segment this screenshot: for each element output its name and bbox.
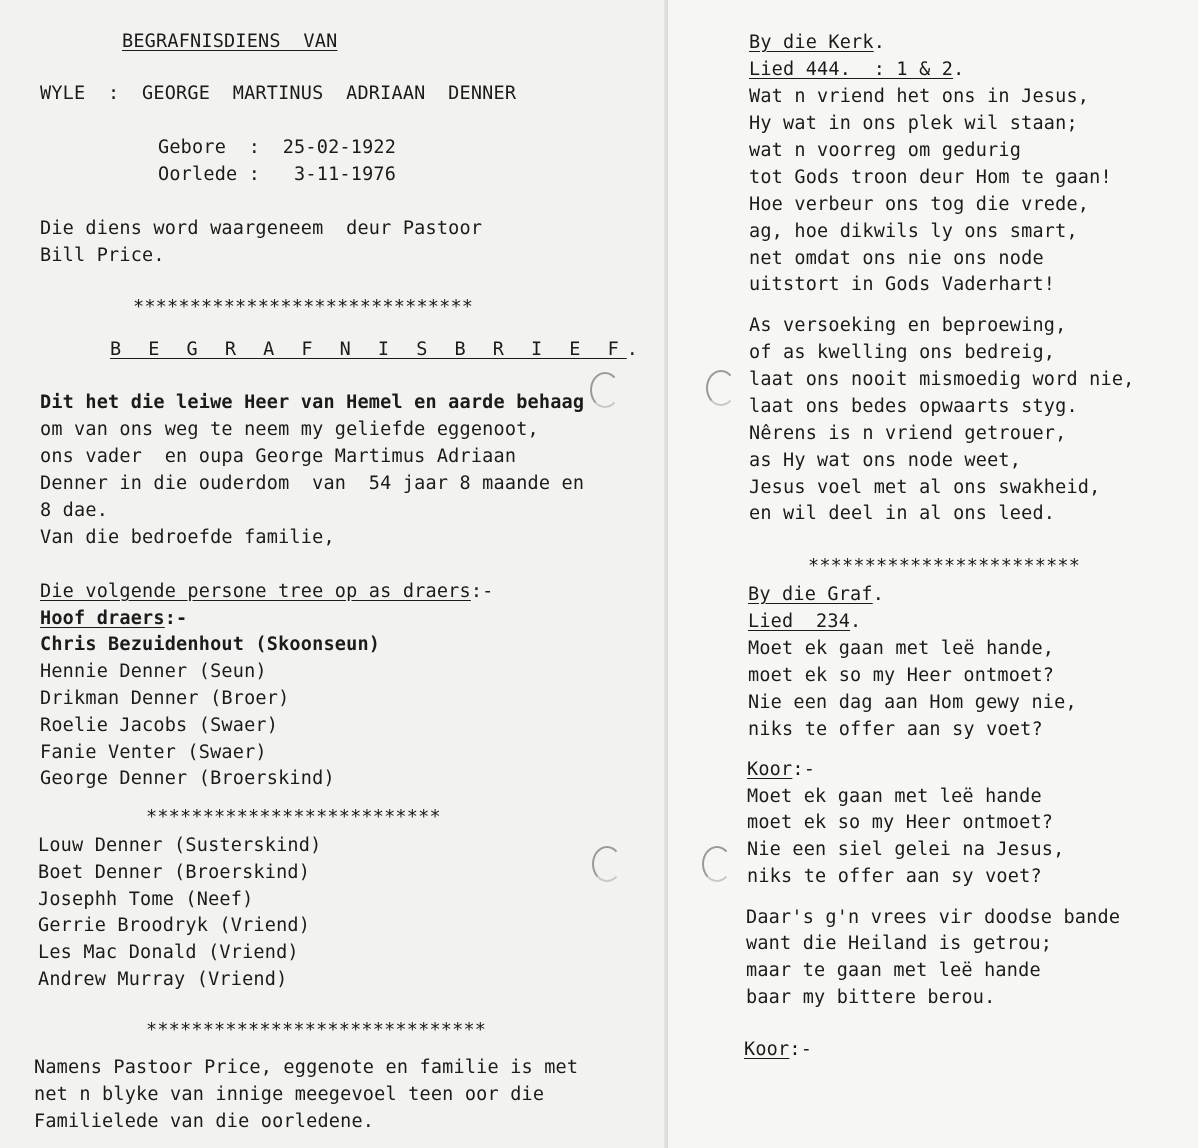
star-divider-3: ******************************	[146, 1020, 487, 1041]
verse-2-line-3: laat ons nooit mismoedig word nie,	[749, 369, 1135, 390]
verse-3-line-1: Moet ek gaan met leë hande,	[748, 638, 1055, 659]
verse-2-line-2: of as kwelling ons bedreig,	[749, 342, 1056, 363]
punch-hole-right-bottom	[702, 846, 732, 882]
thanks-line-1: Namens Pastoor Price, eggenote en familie is met	[34, 1057, 579, 1078]
church-heading-text: By die Kerk	[749, 32, 874, 53]
verse-4-line-1: Daar's g'n vrees vir doodse bande	[746, 907, 1121, 928]
church-heading	[749, 29, 885, 56]
bearer-3: Josephh Tome (Neef)	[38, 889, 254, 910]
chorus-line-3: Nie een siel gelei na Jesus,	[747, 839, 1065, 860]
hymn-1	[749, 56, 964, 83]
bearer-6: Andrew Murray (Vriend)	[38, 969, 288, 990]
service-title: BEGRAFNISDIENS VAN	[122, 31, 338, 52]
head-bearers-heading	[40, 605, 187, 632]
officiant-line-1: Die diens word waargeneem deur Pastoor	[40, 218, 483, 239]
chorus-line-4: niks te offer aan sy voet?	[747, 866, 1042, 887]
death-date: Oorlede : 3-11-1976	[158, 164, 397, 185]
verse-4-line-3: maar te gaan met leë hande	[746, 960, 1041, 981]
hymn-2	[748, 608, 861, 635]
letter-line-4: Denner in die ouderdom van 54 jaar 8 maande en	[40, 473, 585, 494]
verse-1-line-6: ag, hoe dikwils ly ons smart,	[749, 221, 1078, 242]
verse-1-line-5: Hoe verbeur ons tog die vrede,	[749, 194, 1090, 215]
verse-2-line-8: en wil deel in al ons leed.	[749, 503, 1056, 524]
punch-hole-left-top	[590, 372, 620, 408]
verse-1-line-3: wat n voorreg om gedurig	[749, 140, 1022, 161]
chorus-label: Koor	[747, 759, 793, 780]
hymn-2-text: Lied 234	[748, 611, 851, 632]
chorus-label-end: :-	[792, 759, 816, 780]
verse-3-line-3: Nie een dag aan Hom gewy nie,	[748, 692, 1077, 713]
verse-4-line-4: baar my bittere berou.	[746, 987, 996, 1008]
bearers-intro-end: :-	[470, 581, 494, 602]
bearers-intro	[40, 578, 494, 605]
head-bearer-4: Roelie Jacobs (Swaer)	[40, 715, 279, 736]
right-page	[668, 0, 1198, 1148]
hymn-1-end: .	[953, 59, 965, 80]
star-divider-right: ************************	[808, 556, 1081, 577]
punch-hole-right-top	[706, 370, 736, 406]
verse-2-line-4: laat ons bedes opwaarts styg.	[749, 396, 1078, 417]
letter-line-2: om van ons weg te neem my geliefde eggenoot,	[40, 419, 539, 440]
grave-heading-text: By die Graf	[748, 584, 873, 605]
head-bearers-label-end: :-	[164, 608, 188, 629]
verse-1-line-4: tot Gods troon deur Hom te gaan!	[749, 167, 1112, 188]
verse-1-line-7: net omdat ons nie ons node	[749, 248, 1044, 269]
chorus-label-2-end: :-	[789, 1039, 813, 1060]
letter-line-5: 8 dae.	[40, 500, 109, 521]
birth-date: Gebore : 25-02-1922	[158, 137, 397, 158]
hymn-2-end: .	[850, 611, 862, 632]
verse-1-line-8: uitstort in Gods Vaderhart!	[749, 274, 1056, 295]
bearer-4: Gerrie Broodryk (Vriend)	[38, 915, 311, 936]
verse-3-line-4: niks te offer aan sy voet?	[748, 719, 1043, 740]
verse-2-line-1: As versoeking en beproewing,	[749, 315, 1067, 336]
verse-1-line-1: Wat n vriend het ons in Jesus,	[749, 86, 1090, 107]
head-bearers-label: Hoof draers	[40, 608, 165, 629]
verse-2-line-6: as Hy wat ons node weet,	[749, 450, 1022, 471]
letter-line-6: Van die bedroefde familie,	[40, 527, 335, 548]
chorus-heading	[747, 756, 815, 783]
bearer-5: Les Mac Donald (Vriend)	[38, 942, 299, 963]
chorus-heading-2	[744, 1036, 812, 1063]
verse-4-line-2: want die Heiland is getrou;	[746, 933, 1053, 954]
star-divider-2: **************************	[146, 807, 441, 828]
grave-heading	[748, 581, 884, 608]
verse-2-line-5: Nêrens is n vriend getrouer,	[749, 423, 1067, 444]
thanks-line-3: Familielede van die oorledene.	[34, 1111, 375, 1132]
head-bearer-6: George Denner (Broerskind)	[40, 768, 335, 789]
punch-hole-left-bottom	[592, 846, 622, 882]
letter-line-3: ons vader en oupa George Martimus Adriaan	[40, 446, 517, 467]
bearers-intro-text: Die volgende persone tree op as draers	[40, 581, 471, 602]
head-bearer-2: Hennie Denner (Seun)	[40, 661, 267, 682]
verse-2-line-7: Jesus voel met al ons swakheid,	[749, 477, 1101, 498]
deceased-name: WYLE : GEORGE MARTINUS ADRIAAN DENNER	[40, 83, 517, 104]
verse-1-line-2: Hy wat in ons plek wil staan;	[749, 113, 1078, 134]
letter-heading	[110, 336, 638, 363]
head-bearer-5: Fanie Venter (Swaer)	[40, 742, 267, 763]
chorus-line-2: moet ek so my Heer ontmoet?	[747, 812, 1054, 833]
bearer-2: Boet Denner (Broerskind)	[38, 862, 311, 883]
chorus-line-1: Moet ek gaan met leë hande	[747, 786, 1042, 807]
letter-title-end: .	[626, 339, 639, 360]
bearer-1: Louw Denner (Susterskind)	[38, 835, 322, 856]
head-bearer-3: Drikman Denner (Broer)	[40, 688, 290, 709]
hymn-1-text: Lied 444. : 1 & 2	[749, 59, 954, 80]
officiant-line-2: Bill Price.	[40, 245, 165, 266]
church-heading-end: .	[873, 32, 886, 53]
letter-line-1: Dit het die leiwe Heer van Hemel en aarde behaag	[40, 392, 585, 413]
thanks-line-2: net n blyke van innige meegevoel teen oor die	[34, 1084, 545, 1105]
chorus-label-2: Koor	[744, 1039, 790, 1060]
star-divider-1: ******************************	[133, 297, 474, 318]
letter-title: B E G R A F N I S B R I E F	[110, 339, 627, 360]
grave-heading-end: .	[872, 584, 885, 605]
head-bearer-1: Chris Bezuidenhout (Skoonseun)	[40, 634, 381, 655]
verse-3-line-2: moet ek so my Heer ontmoet?	[748, 665, 1055, 686]
